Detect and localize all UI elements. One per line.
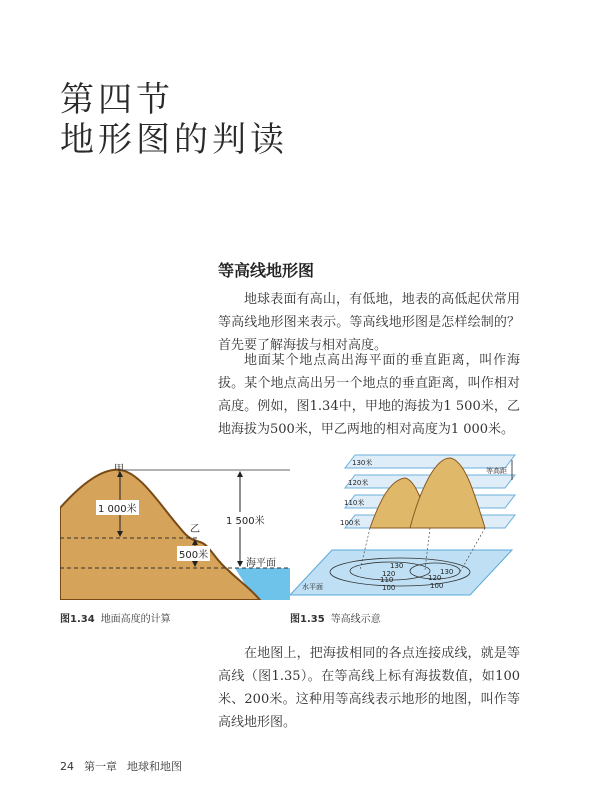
contour-label: 130 [390,562,404,570]
figure-altitude-diagram [60,450,290,600]
paragraph-intro: 地球表面有高山，有低地，地表的高低起伏常用等高线地形图来表示。等高线地形图是怎样绘制的？首先要了解海拔与相对高度。 [218,292,520,353]
caption-fig-134 [60,610,171,625]
contour-label: 100 [382,584,396,592]
page-number: 24 [60,760,74,773]
paragraph-contour: 在地图上，把海拔相同的各点连接成线，就是等高线（图1.35）。在等高线上标有海拔数值，如100米、200米。这种用等高线表示地形的地图，叫作等高线地形图。 [218,646,520,730]
label-jia: 甲 [114,464,124,475]
contour-label: 130 [440,568,454,576]
base-plane [290,550,512,595]
contour-label: 110 [380,576,394,584]
page-footer [60,758,192,774]
caption-text: 地面高度的计算 [100,614,171,625]
footer-chapter-title: 地球和地图 [127,760,182,773]
chapter-number: 第四节 [60,80,174,120]
caption-text: 等高线示意 [330,614,381,625]
land-profile [60,470,260,600]
contour-label: 100 [430,582,444,590]
plane-label-100: 100米 [340,519,361,527]
label-1500: 1 500米 [224,512,267,527]
plane-label-110: 110米 [344,499,365,507]
label-1000: 1 000米 [96,500,139,515]
plane-label-120: 120米 [348,479,369,487]
caption-number: 图1.34 [60,614,95,625]
figure-contour-diagram [290,450,520,600]
paragraph-altitude: 地面某个地点高出海平面的垂直距离，叫作海拔。某个地点高出另一个地点的垂直距离，叫作相对高度。例如，图1.34中，甲地的海拔为1 500米，乙地海拔为500米，甲乙两地的相对高度为1 000米。 [218,353,520,437]
label-500: 500米 [177,546,210,561]
label-contour-interval: 等高距 [486,467,507,475]
contour-label: 120 [428,574,442,582]
caption-fig-135 [290,610,381,625]
contour-label: 120 [382,570,396,578]
caption-number: 图1.35 [290,614,325,625]
label-base-plane: 水平面 [302,583,323,591]
footer-chapter: 第一章 [84,760,117,773]
label-sea-level: 海平面 [246,558,276,569]
plane-label-130: 130米 [352,459,373,467]
label-yi: 乙 [190,524,200,535]
chapter-title: 地形图的判读 [60,120,288,160]
section-heading: 等高线地形图 [218,261,315,280]
